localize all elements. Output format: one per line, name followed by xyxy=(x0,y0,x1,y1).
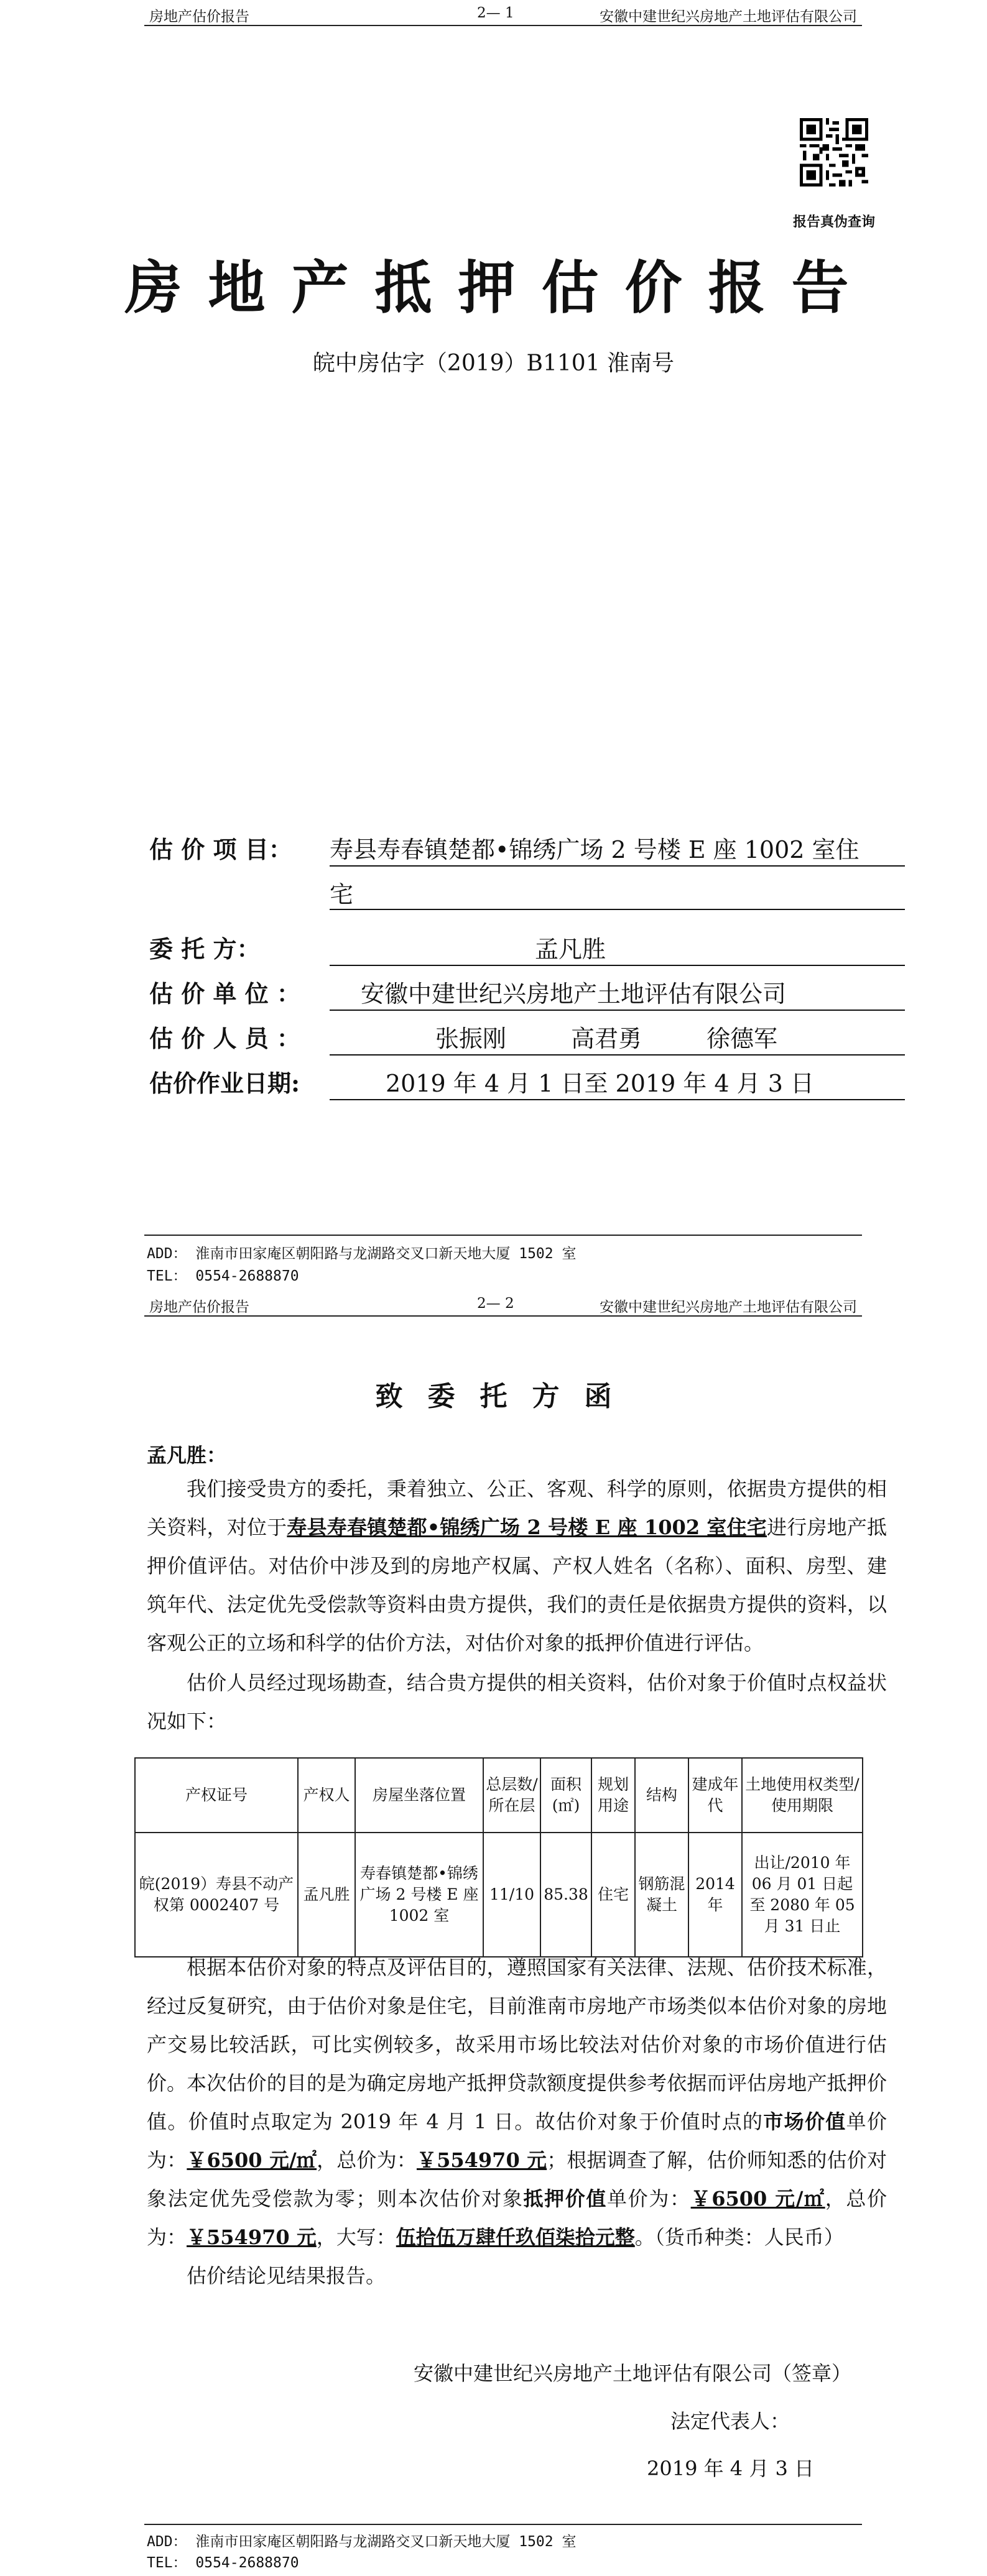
para4-keyword-mortgage-value: 抵押价值 xyxy=(523,2187,608,2210)
table-header-row xyxy=(135,1758,863,1833)
header-left: 房地产估价报告 xyxy=(149,1299,249,1315)
client-label: 委 托 方： xyxy=(149,935,261,963)
page2-header xyxy=(144,1290,862,1317)
para4-text: ；根据调查了解，估价师知悉的估价对象法定优先受偿款为零；则本次估价对象 xyxy=(147,2148,887,2210)
signature-company: 安徽中建世纪兴房地产土地评估有限公司（签章） xyxy=(414,2362,852,2385)
para1-text-c: 进行房地产抵押价值评估。对估价中涉及到的房地产权属、产权人姓名（名称）、面积、房型、建筑年代、法定优先受偿款等资料由贵方提供，我们的责任是依据贵方提供的资料，以客观公正的立场和科学的估价方法，对估价对象的抵押价值进行评估。 xyxy=(147,1516,887,1655)
signature-representative: 法定代表人： xyxy=(670,2409,790,2433)
table-header-cell: 产权人 xyxy=(298,1758,355,1833)
para4-text: ，大写： xyxy=(316,2225,396,2249)
property-table xyxy=(134,1757,863,1957)
amount-in-words: 伍拾伍万肆仟玖佰柒拾元整 xyxy=(396,2225,635,2249)
page2-footer-address: ADD： 淮南市田家庵区朝阳路与龙湖路交叉口新天地大厦 1502 室 xyxy=(147,2534,577,2550)
para1-property-address: 寿县寿春镇楚都•锦绣广场 2 号楼 E 座 1002 室住宅 xyxy=(287,1516,767,1539)
project-label: 估 价 项 目： xyxy=(149,835,292,863)
paragraph-2: 估价人员经过现场勘查，结合贵方提供的相关资料，估价对象于价值时点权益状况如下： xyxy=(147,1671,887,1733)
para4-keyword-market-value: 市场价值 xyxy=(763,2110,846,2133)
date-label: 估价作业日期: xyxy=(149,1069,300,1097)
page1-header xyxy=(144,0,862,26)
project-underline-1 xyxy=(330,865,905,867)
table-cell: 住宅 xyxy=(591,1833,635,1957)
para4-text: 。（货币种类：人民币） xyxy=(634,2225,844,2249)
staff-name-1: 张振刚 xyxy=(435,1025,507,1052)
date-value: 2019 年 4 月 1 日至 2019 年 4 月 3 日 xyxy=(386,1070,814,1097)
report-title: 房地产抵押估价报告 xyxy=(124,254,875,321)
paragraph-5: 估价结论见结果报告。 xyxy=(187,2264,386,2288)
client-underline xyxy=(330,965,905,966)
document-number: 皖中房估字（2019）B1101 淮南号 xyxy=(312,351,675,376)
header-page-number: 2— 1 xyxy=(477,5,514,21)
staff-name-3: 徐德军 xyxy=(707,1025,778,1052)
signature-date: 2019 年 4 月 3 日 xyxy=(647,2457,815,2480)
para4-text: 本次估价的目的是为确定房地产抵押贷款额度提供参考依据而评估房地产抵押价值。价值时点取定为 2019 年 4 月 1 日。故估价对象于价值时点的 xyxy=(147,2071,887,2133)
table-cell: 钢筋混凝土 xyxy=(635,1833,688,1957)
salutation: 孟凡胜： xyxy=(147,1443,227,1467)
table-cell: 出让/2010 年 06 月 01 日起至 2080 年 05 月 31 日止 xyxy=(742,1833,863,1957)
client-value: 孟凡胜 xyxy=(535,936,606,963)
project-value-line2: 宅 xyxy=(330,881,354,908)
qr-code-icon[interactable] xyxy=(800,118,868,186)
page2-footer-rule xyxy=(144,2524,862,2525)
table-header-cell: 结构 xyxy=(635,1758,688,1833)
header-company: 安徽中建世纪兴房地产土地评估有限公司 xyxy=(600,9,857,25)
project-value-line1: 寿县寿春镇楚都•锦绣广场 2 号楼 E 座 1002 室住 xyxy=(330,836,860,863)
letter-title: 致委托方函 xyxy=(375,1381,637,1412)
paragraph-3: 根据本估价对象的特点及评估目的，遵照国家有关法律、法规、估价技术标准，经过反复研究，由于估价对象是住宅，目前淮南市房地产市场类似本估价对象的房地产交易比较活跃，可比实例较多，故采用市场比较法对估价对象的市场价值进行估价。 xyxy=(147,1956,887,2095)
table-cell: 2014 年 xyxy=(688,1833,742,1957)
table-cell: 皖(2019）寿县不动产权第 0002407 号 xyxy=(135,1833,298,1957)
market-unit-price: ￥6500 元/㎡ xyxy=(187,2148,317,2172)
unit-underline xyxy=(330,1010,905,1011)
mortgage-total-price: ￥554970 元 xyxy=(187,2225,317,2249)
table-header-cell: 建成年代 xyxy=(688,1758,742,1833)
page1-footer-rule xyxy=(144,1235,862,1236)
para4-text: ，总价为： xyxy=(147,2187,887,2249)
table-cell: 寿春镇楚都•锦绣广场 2 号楼 E 座 1002 室 xyxy=(355,1833,483,1957)
header-company: 安徽中建世纪兴房地产土地评估有限公司 xyxy=(600,1299,857,1315)
table-header-cell: 房屋坐落位置 xyxy=(355,1758,483,1833)
para4-text: 单价为： xyxy=(147,2110,887,2172)
table-header-cell: 土地使用权类型/使用期限 xyxy=(742,1758,863,1833)
staff-name-2: 高君勇 xyxy=(571,1025,642,1052)
table-cell: 11/10 xyxy=(483,1833,540,1957)
table-header-cell: 规划用途 xyxy=(591,1758,635,1833)
table-header-cell: 面积(㎡) xyxy=(540,1758,591,1833)
date-underline xyxy=(330,1099,905,1100)
staff-label: 估 价 人 员 ： xyxy=(149,1024,300,1052)
table-cell: 85.38 xyxy=(540,1833,591,1957)
table-header-cell: 产权证号 xyxy=(135,1758,298,1833)
table-row xyxy=(135,1833,863,1957)
market-total-price: ￥554970 元 xyxy=(416,2148,547,2172)
page2-footer-tel: TEL： 0554-2688870 xyxy=(147,2555,299,2571)
page1-footer-address: ADD： 淮南市田家庵区朝阳路与龙湖路交叉口新天地大厦 1502 室 xyxy=(147,1246,577,1262)
paragraph-4 xyxy=(147,2064,887,2256)
page1-footer-tel: TEL： 0554-2688870 xyxy=(147,1268,299,1284)
para4-text: ，总价为： xyxy=(317,2148,417,2172)
table-cell: 孟凡胜 xyxy=(298,1833,355,1957)
para1-text-a: 我们接受贵方的委托，秉着独立、公正、客观、科学的原则，依据贵方提供的相关资料，对位于 xyxy=(147,1477,887,1539)
qr-label: 报告真伪查询 xyxy=(793,214,876,230)
unit-value: 安徽中建世纪兴房地产土地评估有限公司 xyxy=(361,980,787,1008)
paragraph-1 xyxy=(147,1470,887,1662)
mortgage-unit-price: ￥6500 元/㎡ xyxy=(690,2187,825,2210)
project-underline-2 xyxy=(330,909,905,910)
para4-text: 单价为： xyxy=(607,2187,691,2210)
staff-underline xyxy=(330,1054,905,1056)
header-left: 房地产估价报告 xyxy=(149,9,249,25)
table-header-cell: 总层数/所在层 xyxy=(483,1758,540,1833)
header-page-number: 2— 2 xyxy=(477,1295,514,1312)
unit-label: 估 价 单 位 ： xyxy=(149,980,300,1008)
